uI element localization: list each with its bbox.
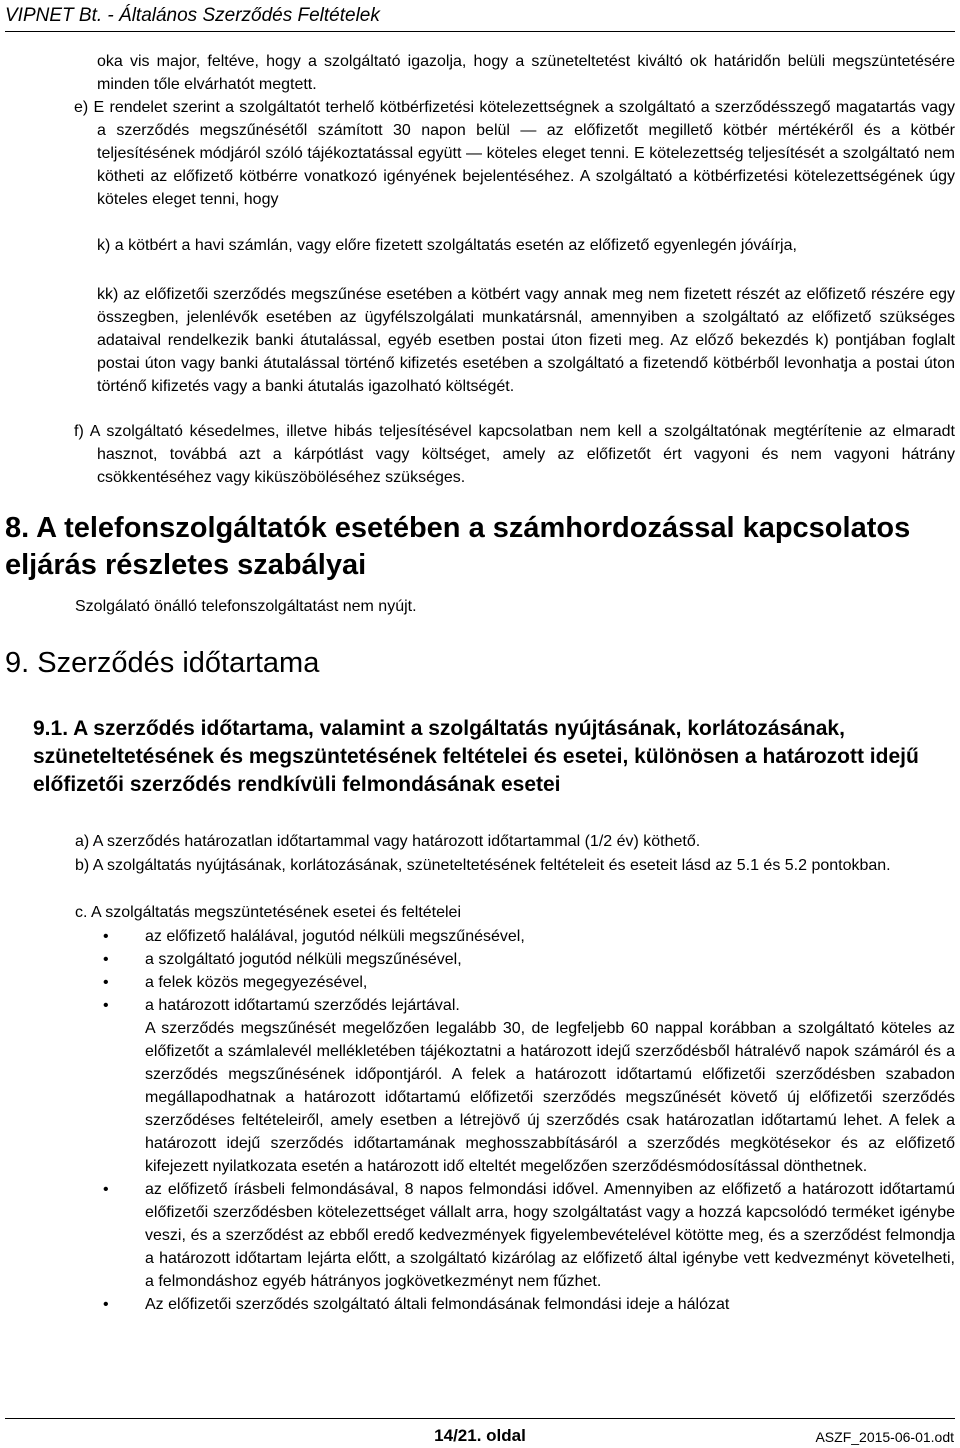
subsection-heading-9-1: 9.1. A szerződés időtartama, valamint a szolgáltatás nyújtásának, korlátozásának, szüneteltetésének és megszüntetésének feltételei és esetei, különösen a határozott idejű előfizetői szerződés rendkívüli felmondásának esetei <box>33 717 919 796</box>
item-b: b) A szolgáltatás nyújtásának, korlátozásának, szüneteltetésének feltételeit és eseteit lásd az 5.1 és 5.2 pontokban. <box>75 857 891 874</box>
list-item: • az előfizető írásbeli felmondásával, 8 napos felmondási idővel. Amennyiben az előfizető a határozott időtartamú előfizetői szerződésben kötelezettséget vállalt arra, hogy szolgáltatást vagy a hozzá kapcsolódó terméket igénybe veszi, és a szerződést az ebből eredő kedvezmények figyelembevételével kötötte meg, és a szerződést felmondja a határozott időtartam lejárta előtt, a szolgáltató kizárólag az előfizető által igénybe vett kedvezményt követelheti, a felmondáshoz egyéb hátrányos jogkövetkezményt nem fűzhet. <box>103 1178 955 1293</box>
list-item: • a szolgáltató jogutód nélküli megszűnésével, <box>103 948 955 971</box>
paragraph-e: e) E rendelet szerint a szolgáltatót terhelő kötbérfizetési kötelezettségnek a szolgáltató a szerződésszegő magatartás vagy a szerződés megszűnésétől számított 30 napon belül — az előfizetőt megillető kötbér mértékéről és a kötbér teljesítésének módjáról szóló tájékoztatással együtt — köteles eleget tenni. E kötelezettség teljesítését a szolgáltató nem kötheti az előfizető kötbérre vonatkozó igényének bejelentéséhez. A szolgáltató a kötbérfizetési kötelezettségének úgy köteles eleget tenni, hogy <box>74 99 955 208</box>
item-c: c. A szolgáltatás megszüntetésének esetei és feltételei <box>75 904 462 921</box>
section-heading-8: 8. A telefonszolgáltatók esetében a számhordozással kapcsolatos eljárás részletes szabályai <box>5 512 911 581</box>
list-item: • a határozott időtartamú szerződés lejártával. <box>103 994 955 1017</box>
list-item-note: A szerződés megszűnését megelőzően legalább 30, de legfeljebb 60 nappal korábban a szolgáltató köteles az előfizetőt a számlalevél mellékletében tájékoztatni a határozott idejű szerződésből hátralévő napok számáról és a szerződés megszűnésének időpontjáról. A felek a határozott időtartamú előfizetői szerződésben szabadon megállapodhatnak a határozott időtartamú előfizetői szerződés megszűnését követő új előfizetői szerződés szerződéses feltételeiről, amely esetben a létrejövő új szerződés csak határozatlan időtartamú lehet. A felek a határozott idejű szerződés időtartamának meghosszabbításáról a szerződés megkötésekor és az előfizető kifejezett nyilatkozata esetén a határozott idő elteltét megelőzően szerződésmódosítással dönthetnek. <box>145 1020 955 1175</box>
page-header: VIPNET Bt. - Általános Szerződés Feltételek <box>5 0 955 32</box>
item-a: a) A szerződés határozatlan időtartammal vagy határozott időtartammal (1/2 év) köthető. <box>75 833 701 850</box>
list-item: • az előfizető halálával, jogutód nélküli megszűnésével, <box>103 925 955 948</box>
footer-divider <box>5 1418 955 1419</box>
list-item: • a felek közös megegyezésével, <box>103 971 955 994</box>
file-name: ASZF_2015-06-01.odt <box>815 1429 954 1445</box>
page-number: 14/21. oldal <box>434 1426 526 1445</box>
section-heading-9: 9. Szerződés időtartama <box>5 647 320 679</box>
paragraph-continuation: oka vis major, feltéve, hogy a szolgáltató igazolja, hogy a szüneteltetést kiváltó ok határidőn belüli megszüntetésére minden tőle elvárhatót megtett. <box>97 53 955 93</box>
section-8-text: Szolgálató önálló telefonszolgáltatást nem nyújt. <box>75 598 417 615</box>
paragraph-kk: kk) az előfizetői szerződés megszűnése esetében a kötbért vagy annak meg nem fizetett részét az előfizető részére egy összegben, jelenlévők esetében az ügyfélszolgálati munkatársnál, amennyiben a szolgáltató az előfizető szükséges adataival rendelkezik banki átutalással, egyéb esetben postai úton fizeti meg. Az előző bekezdés k) pontjában foglalt postai úton vagy banki átutalással történő kifizetés esetében a szolgáltató a fizetendő kötbérből levonhatja a postai úton történő kifizetés vagy a banki átutalás igazolható költségét. <box>97 286 955 395</box>
paragraph-k: k) a kötbért a havi számlán, vagy előre fizetett szolgáltatás esetén az előfizető egyenlegén jóváírja, <box>97 237 797 254</box>
termination-cases-list <box>103 925 955 1316</box>
paragraph-f: f) A szolgáltató késedelmes, illetve hibás teljesítésével kapcsolatban nem kell a szolgáltatónak megtérítenie az elmaradt hasznot, továbbá azt a kárpótlást vagy költséget, amely az előfizetőt ért vagyoni és nem vagyoni hátrány csökkentéséhez vagy kiküszöböléséhez szükséges. <box>74 423 955 486</box>
list-item: • Az előfizetői szerződés szolgáltató általi felmondásának felmondási ideje a hálózat <box>103 1293 955 1316</box>
